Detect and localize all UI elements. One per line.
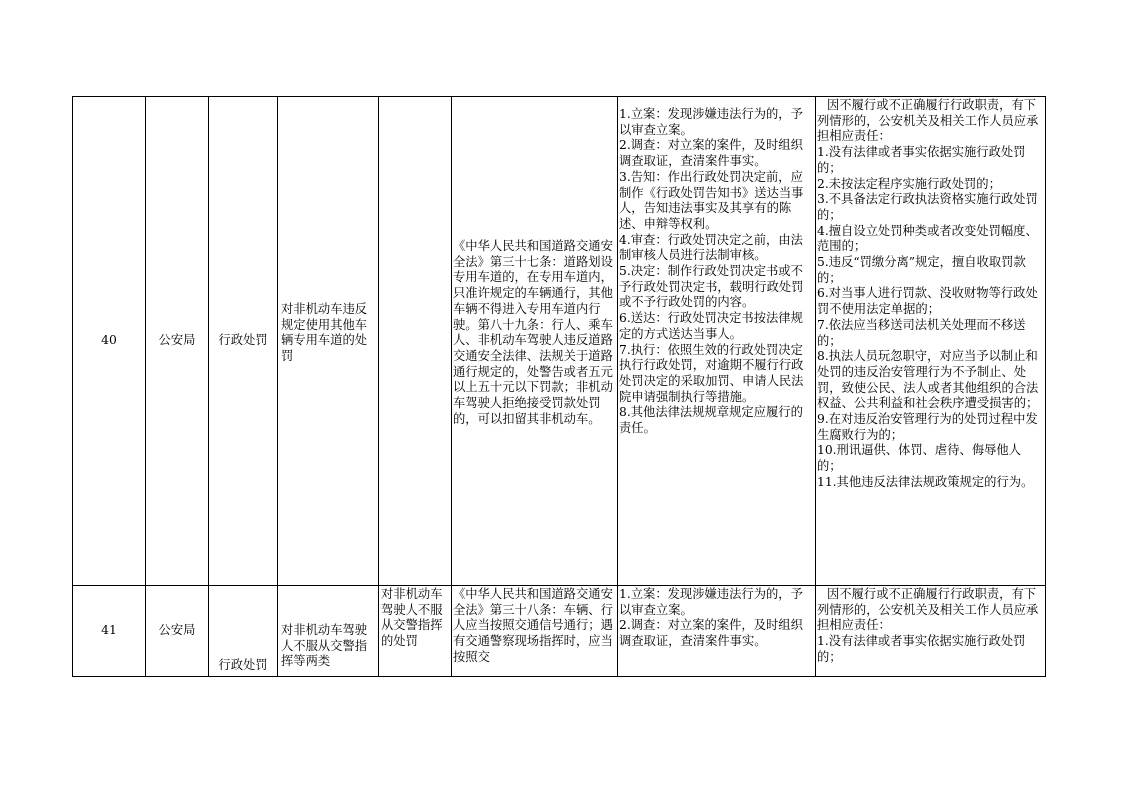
liability-cell: [817, 98, 1044, 585]
liability-item: 1.没有法律或者事实依据实施行政处罚的；: [817, 145, 1026, 175]
liability-item: 6.对当事人进行罚款、没收财物等行政处罚不使用法定单据的；: [817, 286, 1038, 317]
liability-item: 5.违反“罚缴分离”规定，擅自收取罚款的；: [817, 255, 1026, 285]
row-number: 41: [101, 623, 117, 637]
category-cell: 行政处罚: [218, 333, 268, 347]
table-border: [72, 96, 73, 677]
table-border: [1045, 96, 1046, 677]
liability-cell: [817, 587, 1044, 676]
table-border: [451, 96, 452, 677]
legal-basis-cell: 《中华人民共和国道路交通安全法》第三十七条：道路划设专用车道的，在专用车道内，只准许规定的车辆通行，其他车辆不得进入专用车道内行驶。第八十九条：行人、乘车人、非机动车驾驶人违反道路交通安全法律、法规关于道路通行规定的，处警告或者五元以上五十元以下罚款；非机动车驾驶人拒绝接受罚款处罚的，可以扣留其非机动车。: [453, 239, 613, 426]
table-border: [277, 96, 278, 677]
table-border: [815, 96, 816, 677]
category-cell: 行政处罚: [218, 658, 268, 672]
liability-item: 2.未按法定程序实施行政处罚的；: [817, 176, 1001, 191]
liability-item: 8.执法人员玩忽职守，对应当予以制止和处罚的违反治安管理行为不予制止、处罚，致使公民、法人或者其他组织的合法权益、公共利益和社会秩序遭受损害的；: [817, 349, 1039, 411]
liability-item: 10.刑讯逼供、体罚、虐待、侮辱他人的；: [817, 443, 1022, 474]
process-step: 1.立案：发现涉嫌违法行为的，予以审查立案。: [619, 587, 803, 617]
liability-item: 11.其他违反法律法规政策规定的行为。: [817, 474, 1034, 489]
liability-item: 9.在对违反治安管理行为的处罚过程中发生腐败行为的；: [817, 412, 1038, 442]
table-border: [208, 96, 209, 677]
process-step: 7.执行：依照生效的行政处罚决定执行行政处罚，对逾期不履行行政处罚决定的采取加罚、申请人民法院申请强制执行等措施。: [619, 342, 804, 404]
table-border: [72, 96, 1046, 97]
process-step: 4.审查：行政处罚决定之前，由法制审核人员进行法制审核。: [619, 232, 803, 263]
sub-item-cell: 对非机动车驾驶人不服从交警指挥的处罚: [381, 587, 443, 649]
liability-item: 4.擅自设立处罚种类或者改变处罚幅度、范围的；: [817, 223, 1038, 254]
process-step: 3.告知：作出行政处罚决定前，应制作《行政处罚告知书》送达当事人，告知违法事实及其享有的陈述、申辩等权利。: [619, 169, 804, 231]
table-border: [72, 676, 1046, 677]
process-cell: [619, 107, 815, 585]
table-border: [378, 96, 379, 677]
process-step: 5.决定：制作行政处罚决定书或不予行政处罚决定书，载明行政处罚或不予行政处罚的内容。: [619, 264, 804, 310]
table-border: [145, 96, 146, 677]
liability-item: 3.不具备法定行政执法资格实施行政处罚的；: [817, 192, 1038, 222]
table-border: [617, 96, 618, 677]
item-name-cell: 对非机动车违反规定使用其他车辆专用车道的处罚: [281, 302, 368, 364]
department-cell: 公安局: [158, 623, 196, 637]
process-step: 1.立案：发现涉嫌违法行为的，予以审查立案。: [619, 107, 803, 137]
liability-intro: 因不履行或不正确履行行政职责，有下列情形的，公安机关及相关工作人员应承担相应责任：: [817, 587, 1039, 633]
liability-item: 1.没有法律或者事实依据实施行政处罚的；: [817, 634, 1026, 664]
table-border: [72, 585, 1046, 586]
process-step: 2.调查：对立案的案件，及时组织调查取证，查清案件事实。: [619, 138, 803, 169]
process-step: 6.送达：行政处罚决定书按法律规定的方式送达当事人。: [619, 311, 803, 341]
legal-basis-cell: 《中华人民共和国道路交通安全法》第三十八条：车辆、行人应当按照交通信号通行；遇有交通警察现场指挥时，应当按照交: [453, 587, 613, 664]
process-step: 2.调查：对立案的案件，及时组织调查取证，查清案件事实。: [619, 618, 803, 649]
department-cell: 公安局: [158, 333, 196, 347]
liability-intro: 因不履行或不正确履行行政职责，有下列情形的，公安机关及相关工作人员应承担相应责任：: [817, 98, 1039, 144]
item-name-cell: 对非机动车驾驶人不服从交警指挥等两类: [281, 623, 368, 669]
process-cell: [619, 587, 815, 676]
process-step: 8.其他法律法规规章规定应履行的责任。: [619, 405, 803, 436]
row-number: 40: [101, 333, 117, 347]
liability-item: 7.依法应当移送司法机关处理而不移送的；: [817, 317, 1026, 348]
